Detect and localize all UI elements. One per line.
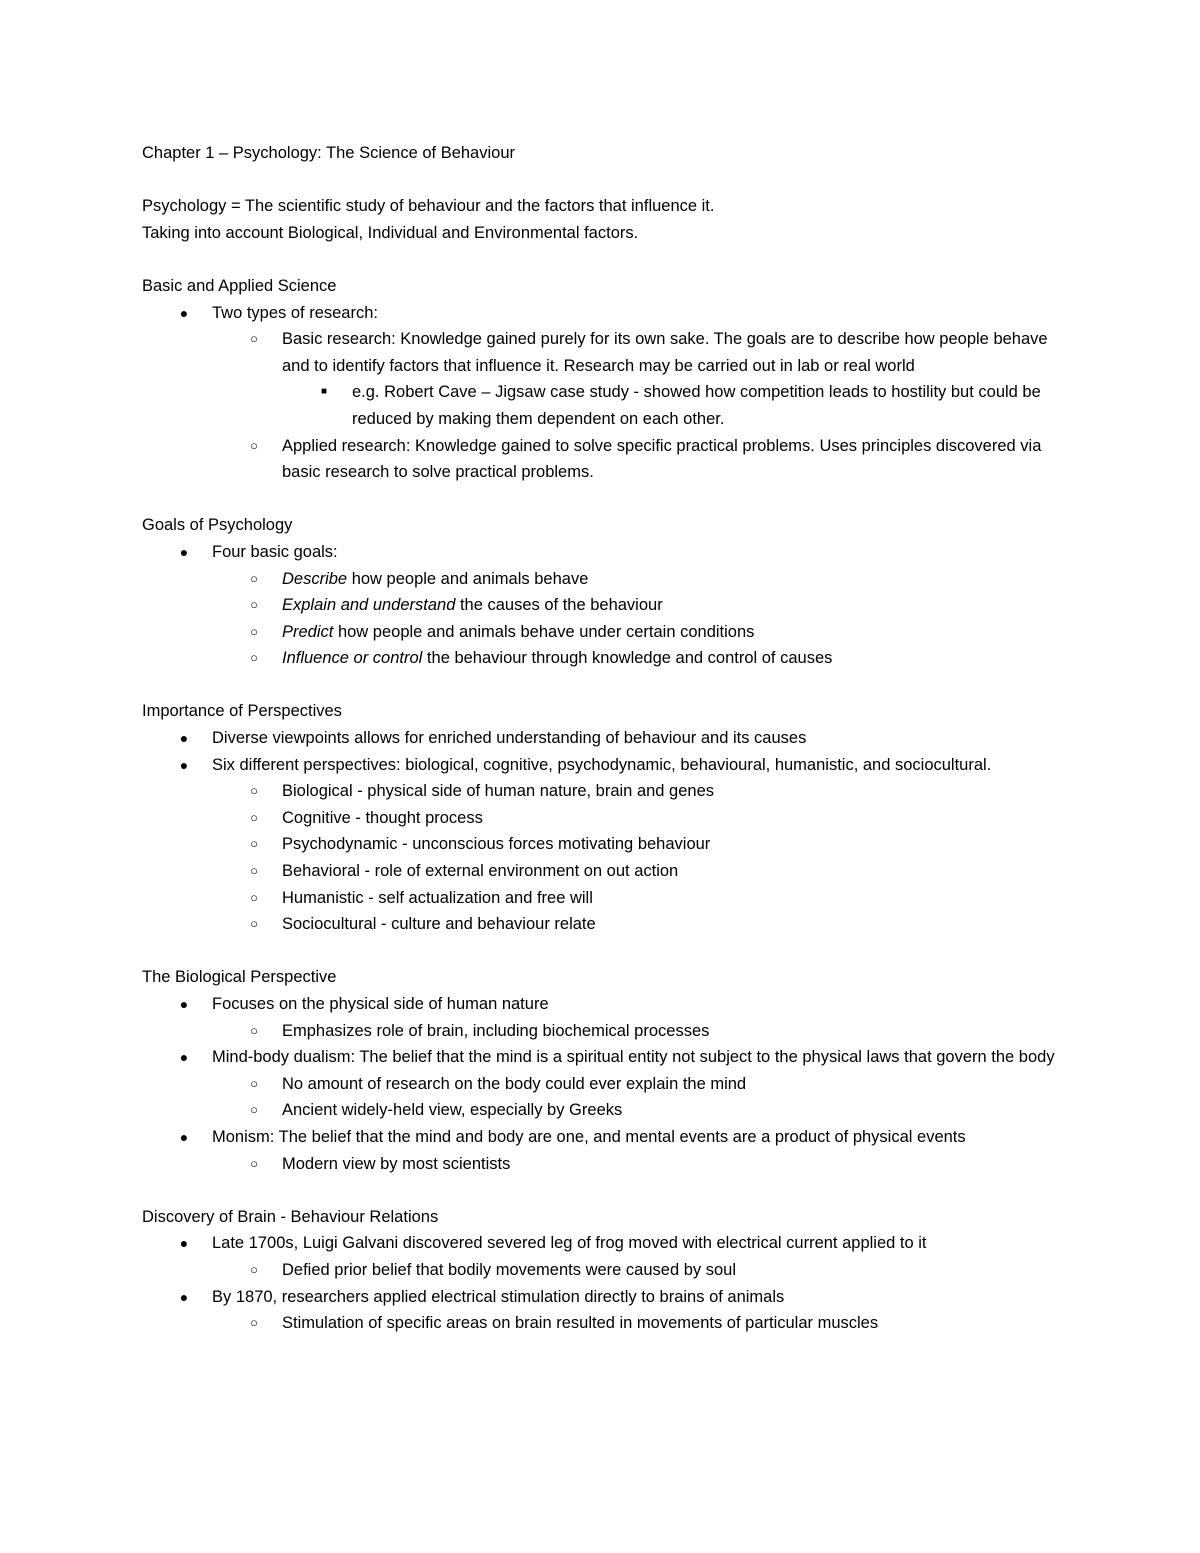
bullet-list-level-2 [212,1018,1062,1045]
hollow-circle-bullet-icon: ○ [250,1102,258,1118]
section-heading: Importance of Perspectives [142,702,342,721]
list-item [179,725,1062,752]
hollow-circle-bullet-icon: ○ [250,1022,258,1038]
list-item [179,1230,1062,1283]
list-item [179,1284,1062,1337]
list-item-text: Four basic goals: [212,542,338,561]
filled-circle-bullet-icon: ● [179,1128,189,1145]
list-item-text: Biological - physical side of human nature, brain and genes [282,782,715,801]
list-item [250,433,1062,486]
section [142,938,1062,1177]
list-item-text: Six different perspectives: biological, cognitive, psychodynamic, behavioural, humanistic, and sociocultural. [212,755,992,774]
section [142,672,1062,938]
bullet-list-level-1 [142,539,1062,672]
hollow-circle-bullet-icon: ○ [250,1261,258,1277]
section-heading: Goals of Psychology [142,516,293,535]
bullet-list-level-2 [212,1151,1062,1178]
hollow-circle-bullet-icon: ○ [250,1155,258,1171]
list-item-text: Basic research: Knowledge gained purely for its own sake. The goals are to describe how people behave and to identify factors that influence it. Research may be carried out in lab or real world [282,330,1048,375]
hollow-circle-bullet-icon: ○ [250,597,258,613]
filled-circle-bullet-icon: ● [179,730,189,747]
spacer [142,246,1062,273]
filled-circle-bullet-icon: ● [179,756,189,773]
list-item-text: Focuses on the physical side of human nature [212,995,549,1013]
filled-circle-bullet-icon: ● [179,304,189,321]
list-item-text: the behaviour through knowledge and control of causes [422,649,833,668]
bullet-list-level-3 [282,379,1062,432]
list-item [179,991,1062,1044]
list-item-text: Sociocultural - culture and behaviour relate [282,915,596,934]
hollow-circle-bullet-icon: ○ [250,809,258,825]
hollow-circle-bullet-icon: ○ [250,650,258,666]
list-item-text: Behavioral - role of external environment on out action [282,862,679,881]
spacer [142,1177,1062,1204]
list-item [250,1071,1062,1098]
hollow-circle-bullet-icon: ○ [250,889,258,905]
bullet-list-level-1 [142,300,1062,486]
list-item [179,752,1062,938]
spacer [142,486,1062,513]
list-item [250,566,1062,593]
hollow-circle-bullet-icon: ○ [250,783,258,799]
list-item [320,379,1062,432]
hollow-circle-bullet-icon: ○ [250,623,258,639]
list-item-text: Humanistic - self actualization and free will [282,888,593,907]
list-item [250,619,1062,646]
list-item [179,1044,1062,1124]
bullet-list-level-2 [212,326,1062,486]
emphasized-term: Explain and understand [282,596,456,615]
list-item-text: Stimulation of specific areas on brain resulted in movements of particular muscles [282,1314,879,1333]
bullet-list-level-1 [142,725,1062,938]
emphasized-term: Predict [282,622,334,641]
filled-circle-bullet-icon: ● [179,996,189,1012]
list-item-text: Late 1700s, Luigi Galvani discovered severed leg of frog moved with electrical current applied to it [212,1234,927,1253]
list-item-text: Ancient widely-held view, especially by Greeks [282,1101,623,1120]
spacer [142,167,1062,194]
list-item [250,831,1062,858]
bullet-list-level-1 [142,991,1062,1177]
section-heading: The Biological Perspective [142,968,337,987]
emphasized-term: Influence or control [282,649,423,668]
list-item-text: the causes of the behaviour [455,596,663,615]
hollow-circle-bullet-icon: ○ [250,437,258,453]
hollow-circle-bullet-icon: ○ [250,1075,258,1091]
list-item-text: how people and animals behave under certain conditions [333,622,755,641]
document-title: Chapter 1 – Psychology: The Science of Behaviour [142,144,515,162]
list-item-text: Mind-body dualism: The belief that the mind is a spiritual entity not subject to the physical laws that govern the body [212,1048,1055,1067]
list-item-text: e.g. Robert Cave – Jigsaw case study - showed how competition leads to hostility but could be reduced by making them dependent on each other. [352,383,1041,428]
emphasized-term: Describe [282,569,348,588]
bullet-list-level-2 [212,778,1062,938]
list-item [250,858,1062,885]
bullet-list-level-2 [212,1310,1062,1337]
list-item [250,1257,1062,1284]
intro-line: Psychology = The scientific study of behaviour and the factors that influence it. [142,197,715,216]
list-item-text: Diverse viewpoints allows for enriched understanding of behaviour and its causes [212,729,807,748]
filled-circle-bullet-icon: ● [179,1049,189,1066]
list-item [179,539,1062,672]
list-item-text: Applied research: Knowledge gained to solve specific practical problems. Uses principles discovered via basic research to solve practical problems. [282,436,1042,482]
hollow-circle-bullet-icon: ○ [250,1315,258,1331]
section-heading: Discovery of Brain - Behaviour Relations [142,1207,439,1226]
intro-line: Taking into account Biological, Individual and Environmental factors. [142,223,639,242]
list-item-text: Defied prior belief that bodily movements were caused by soul [282,1260,736,1279]
list-item-text: Cognitive - thought process [282,808,483,827]
list-item [250,1151,1062,1178]
list-item-text: By 1870, researchers applied electrical stimulation directly to brains of animals [212,1287,785,1306]
filled-circle-bullet-icon: ● [179,543,189,560]
section [142,246,1062,485]
hollow-circle-bullet-icon: ○ [250,916,258,932]
spacer [142,672,1062,699]
list-item-text: Emphasizes role of brain, including biochemical processes [282,1021,710,1040]
list-item [250,885,1062,912]
section [142,486,1062,672]
section-heading: Basic and Applied Science [142,276,337,295]
list-item [250,592,1062,619]
list-item-text: Modern view by most scientists [282,1154,511,1173]
filled-circle-bullet-icon: ● [179,1288,189,1305]
list-item-text: Two types of research: [212,303,378,322]
bullet-list-level-2 [212,566,1062,672]
filled-circle-bullet-icon: ● [179,1235,189,1252]
hollow-circle-bullet-icon: ○ [250,863,258,879]
list-item [250,805,1062,832]
list-item-text: No amount of research on the body could ever explain the mind [282,1074,747,1093]
list-item [250,1097,1062,1124]
spacer [142,938,1062,965]
list-item [250,778,1062,805]
list-item [179,300,1062,486]
bullet-list-level-2 [212,1257,1062,1284]
hollow-circle-bullet-icon: ○ [250,331,258,347]
list-item [250,911,1062,938]
list-item [250,326,1062,432]
list-item-text: Monism: The belief that the mind and body are one, and mental events are a product of physical events [212,1127,966,1146]
list-item [179,1124,1062,1177]
list-item [250,1018,1062,1045]
list-item-text: Psychodynamic - unconscious forces motivating behaviour [282,835,711,854]
sections-container [142,246,1062,1336]
square-bullet-icon: ■ [320,386,328,398]
document-body [142,140,1062,1337]
section [142,1177,1062,1337]
list-item [250,1310,1062,1337]
bullet-list-level-2 [212,1071,1062,1124]
hollow-circle-bullet-icon: ○ [250,836,258,852]
hollow-circle-bullet-icon: ○ [250,570,258,586]
list-item [250,645,1062,672]
list-item-text: how people and animals behave [347,569,589,588]
bullet-list-level-1 [142,1230,1062,1336]
